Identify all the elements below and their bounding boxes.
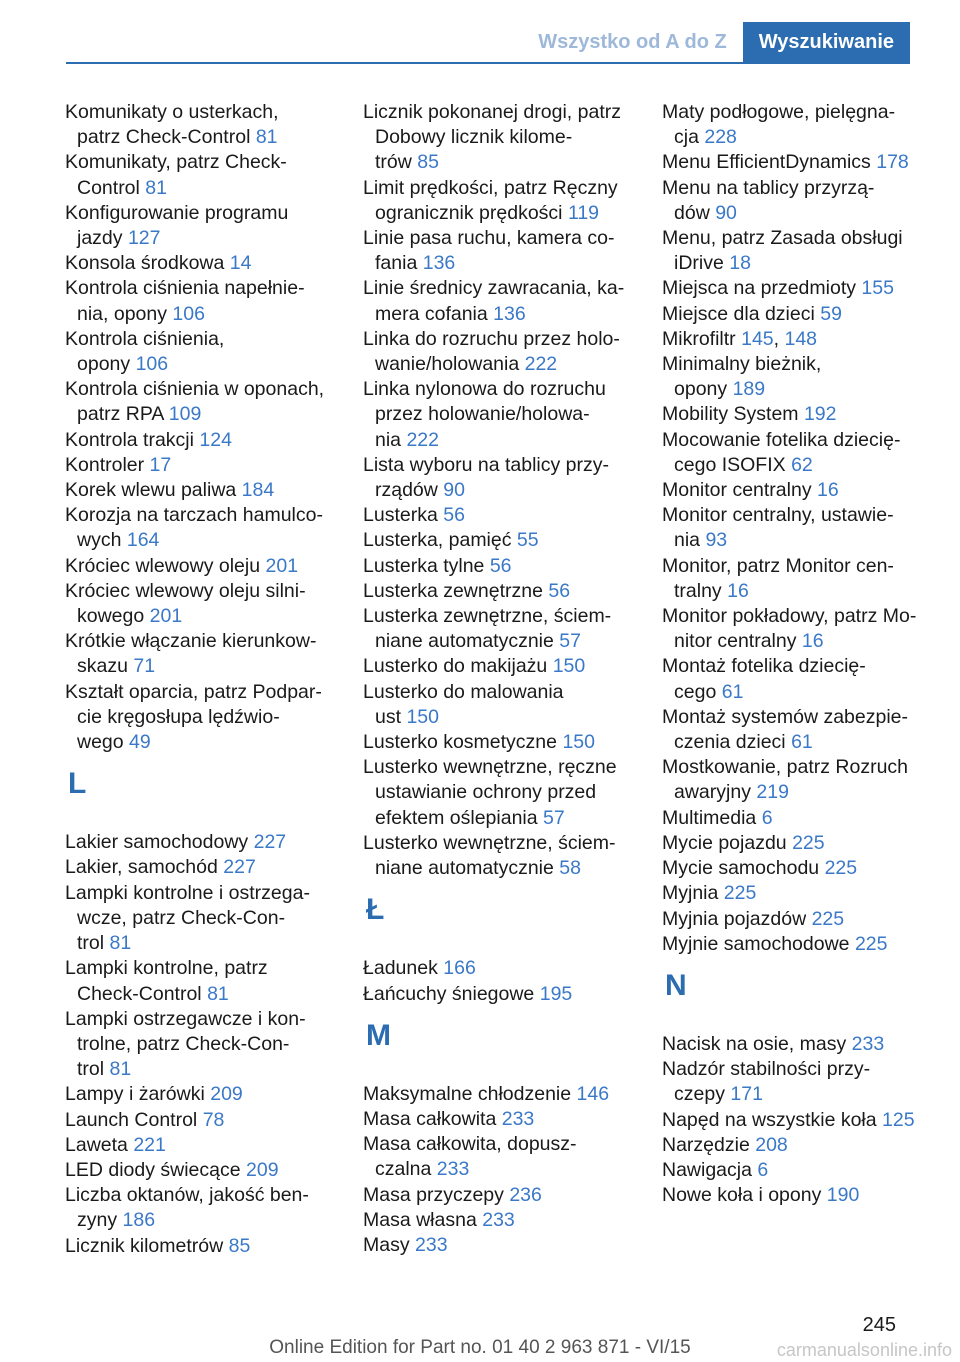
entry-text: Ładunek	[363, 957, 438, 980]
entry-text: Licznik kilometrów	[65, 1234, 224, 1257]
entry-text: Króciec wlewowy oleju silni-	[65, 579, 306, 602]
entry-text: nia	[674, 529, 701, 552]
entry-text: Lusterko do malowania	[363, 680, 564, 703]
entry-text: Menu, patrz Zasada obsługi	[662, 227, 903, 250]
page-link[interactable]: 57	[543, 806, 565, 829]
entry-text: Menu na tablicy przyrzą-	[662, 176, 875, 199]
page-link[interactable]: 49	[129, 731, 151, 754]
page-link[interactable]: 150	[406, 705, 439, 728]
entry-text: tralny	[674, 579, 722, 602]
entry-text: Lusterka zewnętrzne	[363, 579, 543, 602]
entry-text: Korozja na tarczach hamulco-	[65, 504, 323, 527]
page-link[interactable]: 192	[803, 403, 837, 426]
index-entry	[363, 528, 635, 553]
entry-text: trów	[375, 151, 412, 174]
index-entry	[662, 402, 930, 427]
page-link[interactable]: 227	[223, 856, 256, 879]
entry-text: nia, opony	[77, 302, 167, 325]
entry-text: wego	[77, 731, 124, 754]
entry-text: Kontroler	[65, 453, 145, 476]
index-entry	[363, 276, 635, 326]
index-letter-heading: M	[366, 1018, 391, 1052]
index-letter-heading: L	[68, 767, 87, 801]
entry-text: Kształt oparcia, patrz Podpar-	[65, 680, 322, 703]
page-link[interactable]: 90	[443, 479, 465, 502]
index-entry	[65, 881, 337, 957]
entry-text: Masa całkowita, dopusz-	[363, 1133, 577, 1156]
entry-text: Miejsca na przedmioty	[662, 277, 856, 300]
index-entry	[65, 1108, 337, 1133]
entry-text: Limit prędkości, patrz Ręczny	[363, 176, 618, 199]
index-entry	[363, 680, 635, 730]
entry-text: Maty podłogowe, pielęgna-	[662, 101, 896, 123]
page-link[interactable]: 233	[436, 1158, 470, 1181]
entry-text: Licznik pokonanej drogi, patrz	[363, 101, 621, 123]
entry-text: niane automatycznie	[375, 630, 554, 653]
index-entry	[662, 831, 930, 856]
index-column-2	[363, 100, 635, 1258]
entry-text: czalna	[375, 1158, 432, 1181]
entry-text: patrz RPA	[77, 403, 164, 426]
page-link[interactable]: 81	[145, 176, 167, 199]
entry-text: Mostkowanie, patrz Rozruch	[662, 756, 909, 779]
page-link[interactable]: 56	[548, 579, 571, 602]
entry-text: Linie pasa ruchu, kamera co-	[363, 227, 615, 250]
page-link[interactable]: 209	[246, 1158, 279, 1181]
page-link[interactable]: 228	[704, 126, 737, 149]
entry-text: Nowe koła i opony	[662, 1184, 822, 1207]
index-column-1	[65, 100, 337, 1259]
entry-text: Maksymalne chłodzenie	[363, 1082, 572, 1105]
entry-text: Narzędzie	[662, 1133, 750, 1156]
index-entry	[363, 1208, 635, 1233]
page-link[interactable]: 61	[791, 731, 813, 754]
index-entry	[363, 1183, 635, 1208]
index-entry	[662, 806, 930, 831]
entry-text: Laweta	[65, 1133, 128, 1156]
entry-text: wcze, patrz Check-Con-	[77, 906, 286, 929]
index-entry	[363, 377, 635, 453]
entry-text: nitor centralny	[674, 630, 797, 653]
index-entry	[662, 705, 930, 755]
index-entry	[662, 276, 930, 301]
entry-text: Dobowy licznik kilome-	[375, 126, 573, 149]
entry-text: ogranicznik prędkości	[375, 201, 563, 224]
entry-text: Lusterko wewnętrzne, ręczne	[363, 756, 617, 779]
index-entry	[662, 1133, 930, 1158]
index-entry	[65, 276, 337, 326]
header-tabs	[522, 22, 910, 62]
entry-text: Monitor centralny, ustawie-	[662, 504, 894, 527]
page-link[interactable]: 125	[882, 1108, 915, 1131]
entry-text: Lusterka, pamięć	[363, 529, 512, 552]
page-link[interactable]: 93	[705, 529, 728, 552]
entry-text: cego	[674, 680, 717, 703]
page-link[interactable]: 57	[559, 630, 581, 653]
entry-text: Miejsce dla dzieci	[662, 302, 815, 325]
entry-text: opony	[674, 378, 728, 401]
page-link[interactable]: 106	[135, 353, 169, 376]
index-entry	[363, 604, 635, 654]
entry-text: Komunikaty, patrz Check-	[65, 151, 287, 174]
entry-text: Control	[77, 176, 140, 199]
page-link[interactable]: 227	[253, 831, 287, 854]
index-entry	[662, 881, 930, 906]
entry-text: cie kręgosłupa lędźwio-	[77, 705, 280, 728]
entry-text: Lampy i żarówki	[65, 1083, 205, 1106]
entry-text: cego ISOFIX	[674, 453, 786, 476]
index-entry	[65, 1234, 337, 1259]
index-entry	[65, 1007, 337, 1083]
page-link[interactable]: 14	[229, 252, 252, 275]
entry-text: trolne, patrz Check-Con-	[77, 1032, 290, 1055]
entry-text: Liczba oktanów, jakość ben-	[65, 1184, 309, 1207]
edition-footer: Online Edition for Part no. 01 40 2 963 871 - VI/15	[269, 1337, 691, 1358]
page-link[interactable]: 78	[202, 1108, 225, 1131]
entry-text: niane automatycznie	[375, 857, 554, 880]
entry-text: Lampki kontrolne i ostrzega-	[65, 881, 310, 904]
entry-text: Linka nylonowa do rozruchu	[363, 378, 606, 401]
page-link[interactable]: 166	[443, 957, 476, 980]
entry-text: Kontrola ciśnienia,	[65, 327, 225, 350]
entry-text: dów	[674, 201, 710, 224]
index-entry	[662, 503, 930, 553]
entry-text: Mobility System	[662, 403, 799, 426]
entry-text: Launch Control	[65, 1108, 198, 1131]
page-link[interactable]: 81	[109, 932, 132, 955]
entry-text: Korek wlewu paliwa	[65, 479, 237, 502]
entry-text: Masy	[363, 1233, 410, 1256]
index-entry	[662, 755, 930, 805]
entry-text: Łańcuchy śniegowe	[363, 982, 535, 1005]
entry-text: awaryjny	[674, 781, 751, 804]
index-entry	[65, 1158, 337, 1183]
page-link[interactable]: 16	[817, 479, 839, 502]
page-link[interactable]: 81	[255, 126, 278, 149]
entry-text: Kontrola ciśnienia napełnie-	[65, 277, 305, 300]
index-entry	[662, 478, 930, 503]
index-entry	[65, 1082, 337, 1107]
page-link[interactable]: 136	[493, 302, 526, 325]
page-link[interactable]: 16	[801, 630, 824, 653]
entry-text: ust	[375, 705, 402, 728]
page-link[interactable]: 171	[730, 1083, 763, 1106]
index-entry	[65, 377, 337, 427]
page-link[interactable]: 56	[489, 554, 512, 577]
entry-text: Monitor centralny	[662, 479, 812, 502]
page-link[interactable]: 178	[876, 151, 909, 174]
index-entry	[662, 1158, 930, 1183]
entry-text: Nadzór stabilności przy-	[662, 1058, 871, 1081]
index-entry	[65, 100, 337, 150]
page-link[interactable]: 109	[168, 403, 202, 426]
entry-text: Mycie samochodu	[662, 857, 820, 880]
entry-text: Napęd na wszystkie koła	[662, 1108, 877, 1131]
entry-text: nia	[375, 428, 402, 451]
entry-text: cja	[674, 126, 699, 149]
entry-text: Lakier samochodowy	[65, 831, 249, 854]
page-link[interactable]: 184	[241, 479, 275, 502]
entry-text: Lusterka	[363, 504, 438, 527]
index-entry	[363, 982, 635, 1007]
entry-text: rządów	[375, 479, 438, 502]
page-link[interactable]: 119	[567, 201, 600, 224]
index-entry	[662, 907, 930, 932]
page-link[interactable]: 127	[127, 227, 161, 250]
entry-text: Montaż fotelika dziecię-	[662, 655, 866, 678]
index-entry	[65, 251, 337, 276]
entry-text: Masa własna	[363, 1208, 477, 1231]
index-entry	[65, 1133, 337, 1158]
entry-text: ustawianie ochrony przed	[375, 781, 597, 804]
index-entry	[65, 855, 337, 880]
page-link[interactable]: 233	[501, 1107, 535, 1130]
page-link[interactable]: 189	[732, 378, 766, 401]
index-entry	[363, 226, 635, 276]
index-entry	[65, 453, 337, 478]
entry-text: trol	[77, 1058, 105, 1081]
page-link[interactable]: 222	[406, 428, 439, 451]
page-link[interactable]: 150	[552, 655, 586, 678]
entry-text: opony	[77, 353, 131, 376]
page-link[interactable]: 164	[126, 529, 160, 552]
entry-text: Króciec wlewowy oleju	[65, 554, 261, 577]
index-entry	[65, 201, 337, 251]
entry-text: Lusterka tylne	[363, 554, 485, 577]
entry-text: Konsola środkowa	[65, 252, 225, 275]
entry-text: Masa przyczepy	[363, 1183, 504, 1206]
page-link[interactable]: 190	[826, 1184, 860, 1207]
index-entry	[363, 730, 635, 755]
index-entry	[363, 579, 635, 604]
entry-text: Lakier, samochód	[65, 856, 218, 879]
entry-text: trol	[77, 932, 105, 955]
entry-text: Lusterka zewnętrzne, ściem-	[363, 605, 612, 628]
entry-text: czepy	[674, 1083, 725, 1106]
index-entry	[662, 554, 930, 604]
entry-text: Krótkie włączanie kierunkow-	[65, 630, 317, 653]
entry-text: wych	[77, 529, 122, 552]
page-link[interactable]: 124	[199, 428, 232, 451]
page-link[interactable]: 222	[524, 353, 558, 376]
index-entry	[662, 176, 930, 226]
index-entry: Mikrofiltr 145, 148	[662, 327, 818, 350]
index-entry	[662, 1183, 930, 1208]
entry-text: Lampki ostrzegawcze i kon-	[65, 1007, 306, 1030]
index-entry	[662, 604, 930, 654]
page-link[interactable]: 81	[207, 982, 229, 1005]
entry-text: Konfigurowanie programu	[65, 201, 289, 224]
entry-text: Linie średnicy zawracania, ka-	[363, 277, 625, 300]
page-link[interactable]: 155	[861, 277, 894, 300]
index-entry	[363, 1107, 635, 1132]
entry-text: Komunikaty o usterkach,	[65, 101, 279, 123]
entry-text: Lista wyboru na tablicy przy-	[363, 453, 610, 476]
page-link[interactable]: 85	[228, 1234, 251, 1257]
index-entry	[363, 327, 635, 377]
page-link[interactable]: 233	[482, 1208, 515, 1231]
index-entry	[65, 956, 337, 1006]
watermark: carmanualsonline.info	[776, 1340, 952, 1360]
entry-text: kowego	[77, 605, 145, 628]
index-entry	[363, 1233, 635, 1258]
page-link[interactable]: 236	[509, 1183, 542, 1206]
index-entry	[65, 428, 337, 453]
index-entry	[662, 226, 930, 276]
page-link[interactable]: 6	[757, 1158, 769, 1181]
page-link[interactable]: 59	[820, 302, 842, 325]
index-entry	[363, 503, 635, 528]
page-link[interactable]: 225	[824, 857, 858, 880]
search-tab[interactable]: Wyszukiwanie	[743, 22, 910, 62]
page-link[interactable]: 85	[417, 151, 439, 174]
index-entry	[65, 478, 337, 503]
entry-text: Minimalny bieżnik,	[662, 353, 822, 376]
page-link[interactable]: 195	[539, 982, 573, 1005]
index-entry	[363, 554, 635, 579]
page-link[interactable]: 58	[559, 857, 581, 880]
entry-text: mera cofania	[375, 302, 488, 325]
entry-text: Montaż systemów zabezpie-	[662, 705, 909, 728]
index-entry	[363, 654, 635, 679]
page-link[interactable]: 56	[443, 504, 465, 527]
index-entry	[363, 1132, 635, 1182]
index-entry	[363, 831, 635, 881]
page-link[interactable]: 71	[133, 655, 156, 678]
entry-text: Kontrola trakcji	[65, 428, 194, 451]
index-entry	[65, 327, 337, 377]
page-link[interactable]: 225	[792, 831, 825, 854]
entry-text: Lusterko kosmetyczne	[363, 731, 558, 754]
entry-text: Lusterko do makijażu	[363, 655, 548, 678]
page-link[interactable]: 150	[562, 731, 595, 754]
index-entry	[662, 654, 930, 704]
entry-text: Monitor pokładowy, patrz Mo-	[662, 605, 917, 628]
entry-text: Nawigacja	[662, 1158, 752, 1181]
index-entry	[662, 856, 930, 881]
page-link[interactable]: 106	[172, 302, 205, 325]
page-link[interactable]: 145	[741, 327, 774, 350]
page-link[interactable]: 17	[149, 453, 172, 476]
index-entry	[662, 1057, 930, 1107]
page-link[interactable]: 146	[576, 1082, 610, 1105]
entry-text: Myjnia pojazdów	[662, 907, 807, 930]
page-link[interactable]: 61	[721, 680, 744, 703]
entry-text: Mocowanie fotelika dziecię-	[662, 428, 901, 451]
entry-text: Mikrofiltr	[662, 327, 736, 350]
page-link[interactable]: 208	[755, 1133, 788, 1156]
index-entry	[662, 428, 930, 478]
entry-text: jazdy	[77, 227, 123, 250]
index-letter-heading: Ł	[366, 893, 385, 927]
page-link[interactable]: 18	[729, 252, 751, 275]
entry-text: czenia dzieci	[674, 731, 786, 754]
page-link[interactable]: 62	[791, 453, 813, 476]
page-link[interactable]: 221	[133, 1133, 166, 1156]
entry-text: Nacisk na osie, masy	[662, 1032, 847, 1055]
page-number: 245	[862, 1314, 896, 1336]
index-entry	[363, 755, 635, 831]
entry-text: skazu	[77, 655, 128, 678]
index-entry	[65, 680, 337, 756]
entry-text: Multimedia	[662, 806, 757, 829]
page-link[interactable]: 209	[210, 1083, 243, 1106]
index-entry	[662, 150, 930, 175]
entry-text: Lampki kontrolne, patrz	[65, 957, 268, 980]
page-link[interactable]: 16	[727, 579, 749, 602]
index-entry	[65, 1183, 337, 1233]
index-entry	[363, 1082, 635, 1107]
page-link[interactable]: 233	[415, 1233, 448, 1256]
index-entry	[363, 100, 635, 176]
index-entry	[65, 830, 337, 855]
entry-text: efektem oślepiania	[375, 806, 538, 829]
page-link[interactable]: 219	[756, 781, 789, 804]
entry-text: Masa całkowita	[363, 1107, 497, 1130]
index-entry	[363, 453, 635, 503]
page-link[interactable]: 186	[122, 1209, 156, 1232]
index-entry	[662, 352, 930, 402]
index-entry	[65, 554, 337, 579]
entry-text: zyny	[77, 1209, 118, 1232]
entry-text: Linka do rozruchu przez holo-	[363, 327, 620, 350]
page-link[interactable]: 225	[723, 882, 757, 905]
index-letter-heading: N	[665, 968, 687, 1002]
entry-text: iDrive	[674, 252, 724, 275]
index-entry	[363, 956, 635, 981]
index-entry	[662, 100, 930, 150]
index-entry	[662, 932, 930, 957]
entry-text: przez holowanie/holowa-	[375, 403, 590, 426]
entry-text: fania	[375, 252, 418, 275]
page-link[interactable]: 148	[784, 327, 818, 350]
page-link[interactable]: 201	[265, 554, 299, 577]
entry-text: Lusterko wewnętrzne, ściem-	[363, 831, 616, 854]
entry-text: Monitor, patrz Monitor cen-	[662, 554, 894, 577]
page-link[interactable]: 136	[422, 252, 456, 275]
entry-text: Check-Control	[77, 982, 202, 1005]
index-entry	[363, 176, 635, 226]
entry-text: wanie/holowania	[375, 353, 520, 376]
index-entry	[662, 1032, 930, 1057]
entry-text: LED diody świecące	[65, 1158, 241, 1181]
page-link[interactable]: 55	[516, 529, 539, 552]
entry-text: Myjnie samochodowe	[662, 932, 850, 955]
header-divider	[66, 62, 910, 64]
section-tab[interactable]: Wszystko od A do Z	[538, 31, 727, 53]
index-entry	[65, 150, 337, 200]
page-link[interactable]: 233	[851, 1032, 885, 1055]
entry-text: Myjnia	[662, 882, 719, 905]
index-entry	[65, 579, 337, 629]
page-link[interactable]: 225	[854, 932, 888, 955]
page-link[interactable]: 201	[149, 605, 183, 628]
index-entry	[65, 503, 337, 553]
page-link[interactable]: 81	[109, 1058, 132, 1081]
index-entry	[65, 629, 337, 679]
page-link[interactable]: 225	[811, 907, 845, 930]
page-link[interactable]: 90	[715, 201, 737, 224]
entry-text: Kontrola ciśnienia w oponach,	[65, 378, 325, 401]
entry-text: Menu EfficientDynamics	[662, 151, 871, 174]
index-entry	[662, 1108, 930, 1133]
index-entry	[662, 302, 930, 327]
entry-text: patrz Check-Control	[77, 126, 251, 149]
entry-text: Mycie pojazdu	[662, 831, 787, 854]
page-link[interactable]: 6	[761, 806, 773, 829]
index-column-3	[662, 100, 930, 1208]
